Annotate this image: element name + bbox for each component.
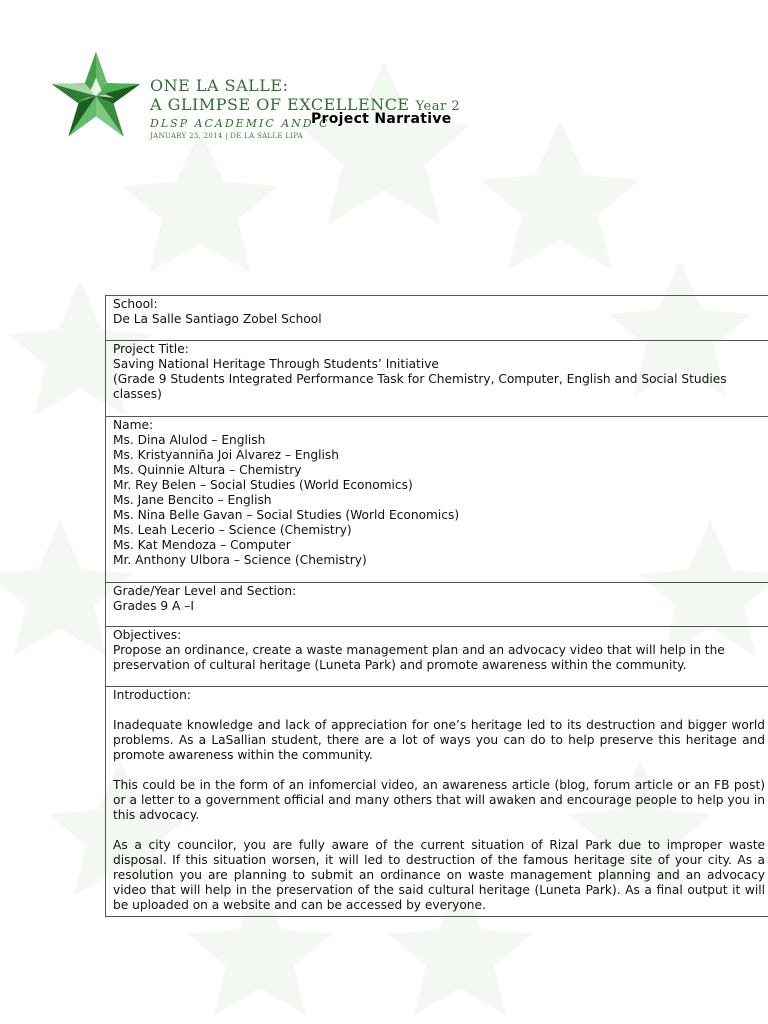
project-title-label: Project Title: bbox=[113, 342, 189, 356]
event-header bbox=[150, 76, 460, 141]
name-item: Ms. Quinnie Altura – Chemistry bbox=[113, 463, 302, 477]
project-title-row bbox=[106, 341, 768, 417]
document-title: Project Narrative bbox=[311, 111, 452, 127]
brand-date-venue: JANUARY 23, 2014 | DE LA SALLE LIPA bbox=[150, 132, 304, 140]
introduction-paragraph: This could be in the form of an infomercial video, an awareness article (blog, forum article or an FB post) or a letter to a government official and many others that will awaken and encourage people to help you in this advocacy. bbox=[113, 778, 765, 822]
spacer bbox=[113, 823, 765, 838]
objectives-label: Objectives: bbox=[113, 628, 182, 642]
name-item: Ms. Dina Alulod – English bbox=[113, 433, 266, 447]
grade-value: Grades 9 A –I bbox=[113, 599, 194, 613]
grade-row bbox=[106, 583, 768, 627]
name-item: Ms. Kristyanniña Joi Alvarez – English bbox=[113, 448, 339, 462]
spacer bbox=[113, 763, 765, 778]
objectives-text: Propose an ordinance, create a waste management plan and an advocacy video that will help in the preservation of cultural heritage (Luneta Park) and promote awareness within the community. bbox=[113, 643, 725, 672]
project-title-line-1: Saving National Heritage Through Students’ Initiative bbox=[113, 357, 439, 371]
school-row bbox=[106, 296, 768, 341]
school-value: De La Salle Santiago Zobel School bbox=[113, 312, 322, 326]
school-label: School: bbox=[113, 297, 158, 311]
introduction-paragraph: As a city councilor, you are fully aware of the current situation of Rizal Park due to improper waste disposal. If this situation worsen, it will led to destruction of the famous heritage site of your city. As a resolution you are planning to submit an ordinance on waste management planning and an advocacy video that will help in the preservation of the said cultural heritage (Luneta Park). As a final output it will be uploaded on a website and can be accessed by everyone. bbox=[113, 838, 765, 912]
names-label: Name: bbox=[113, 418, 154, 432]
project-title-line-2: (Grade 9 Students Integrated Performance Task for Chemistry, Computer, English and Social Studies classes) bbox=[113, 372, 727, 401]
name-item: Ms. Jane Bencito – English bbox=[113, 493, 272, 507]
introduction-label: Introduction: bbox=[113, 688, 191, 702]
introduction-paragraph: Inadequate knowledge and lack of appreciation for one’s heritage led to its destruction and bigger world problems. As a LaSallian student, there are a lot of ways you can do to help preserve this heritage and promote awareness within the community. bbox=[113, 718, 765, 762]
project-title-cell bbox=[106, 341, 768, 417]
spacer bbox=[113, 703, 765, 718]
grade-cell bbox=[106, 583, 768, 627]
school-cell bbox=[106, 296, 768, 341]
introduction-cell bbox=[106, 687, 768, 917]
grade-label: Grade/Year Level and Section: bbox=[113, 584, 297, 598]
name-item: Ms. Leah Lecerio – Science (Chemistry) bbox=[113, 523, 352, 537]
brand-tagline: A GLIMPSE OF EXCELLENCE bbox=[150, 95, 410, 114]
objectives-row bbox=[106, 627, 768, 687]
name-item: Mr. Anthony Ulbora – Science (Chemistry) bbox=[113, 553, 367, 567]
objectives-cell bbox=[106, 627, 768, 687]
brand-line-1: ONE LA SALLE: bbox=[150, 76, 289, 95]
brand-line-3: DLSP ACADEMIC AND C bbox=[150, 117, 330, 130]
name-item: Ms. Kat Mendoza – Computer bbox=[113, 538, 291, 552]
names-row bbox=[106, 417, 768, 583]
introduction-row bbox=[106, 687, 768, 917]
names-cell bbox=[106, 417, 768, 583]
brand-year: Year 2 bbox=[415, 99, 461, 114]
one-la-salle-logo bbox=[50, 50, 142, 142]
name-item: Mr. Rey Belen – Social Studies (World Economics) bbox=[113, 478, 413, 492]
project-table bbox=[105, 295, 768, 917]
name-item: Ms. Nina Belle Gavan – Social Studies (World Economics) bbox=[113, 508, 460, 522]
